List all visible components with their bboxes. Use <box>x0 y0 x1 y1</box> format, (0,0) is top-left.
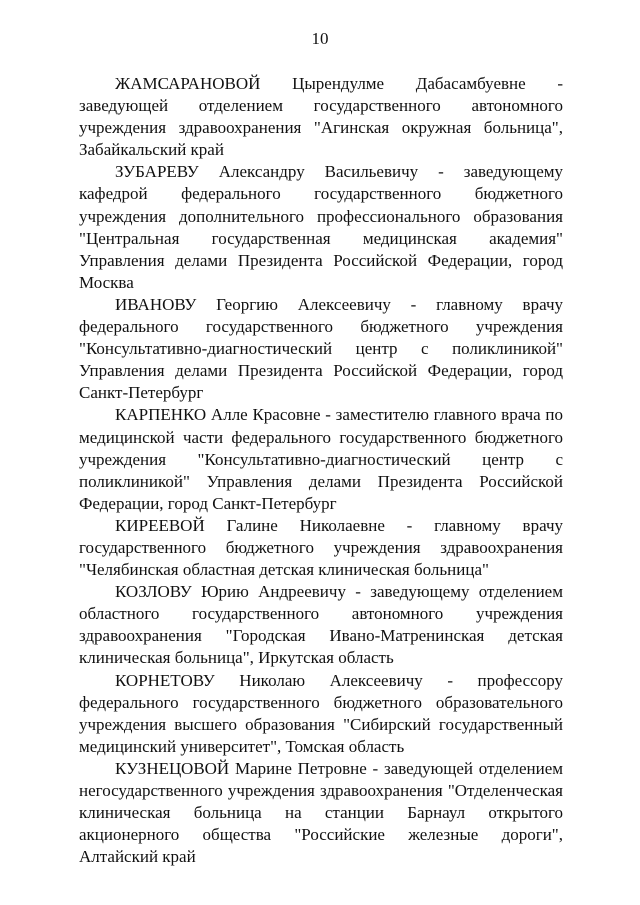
award-entry-kuznetsova: КУЗНЕЦОВОЙ Марине Петровне - заведующей отделением негосударственного учреждения здравоохранения "Отделенческая клиническая больница на станции Барнаул открытого акционерного общества "Российские железные дороги", Алтайский край <box>79 758 563 867</box>
award-entry-kornetov: КОРНЕТОВУ Николаю Алексеевичу - профессору федерального государственного бюджетного образовательного учреждения высшего образования "Сибирский государственный медицинский университет", Томская область <box>79 670 563 756</box>
award-entry-kireeva: КИРЕЕВОЙ Галине Николаевне - главному врачу государственного бюджетного учреждения здравоохранения "Челябинская областная детская клиническая больница" <box>79 515 563 580</box>
award-entry-zhamsaranova: ЖАМСАРАНОВОЙ Цырендулме Дабасамбуевне - заведующей отделением государственного автономного учреждения здравоохранения "Агинская окружная больница", Забайкальский край <box>79 74 563 160</box>
award-entry-kozlov: КОЗЛОВУ Юрию Андреевичу - заведующему отделением областного государственного автономного учреждения здравоохранения "Городская Ивано-Матренинская детская клиническая больница", Иркутская область <box>79 582 563 668</box>
award-entry-karpenko: КАРПЕНКО Алле Красовне - заместителю главного врача по медицинской части федерального государственного бюджетного учреждения "Консультативно-диагностический центр с поликлиникой" Управления делами Президента Российской Федерации, город Санкт-Петербург <box>79 405 563 513</box>
document-body <box>79 73 563 868</box>
page-number: 10 <box>311 29 329 48</box>
award-entry-zubarev: ЗУБАРЕВУ Александру Васильевичу - заведующему кафедрой федерального государственного бюджетного учреждения дополнительного профессионального образования "Центральная государственная медицинская академия" Управления делами Президента Российской Федерации, город Москва <box>79 162 563 292</box>
award-entry-ivanov: ИВАНОВУ Георгию Алексеевичу - главному врачу федерального государственного бюджетного учреждения "Консультативно-диагностический центр с поликлиникой" Управления делами Президента Российской Федерации, город Санкт-Петербург <box>79 294 563 403</box>
